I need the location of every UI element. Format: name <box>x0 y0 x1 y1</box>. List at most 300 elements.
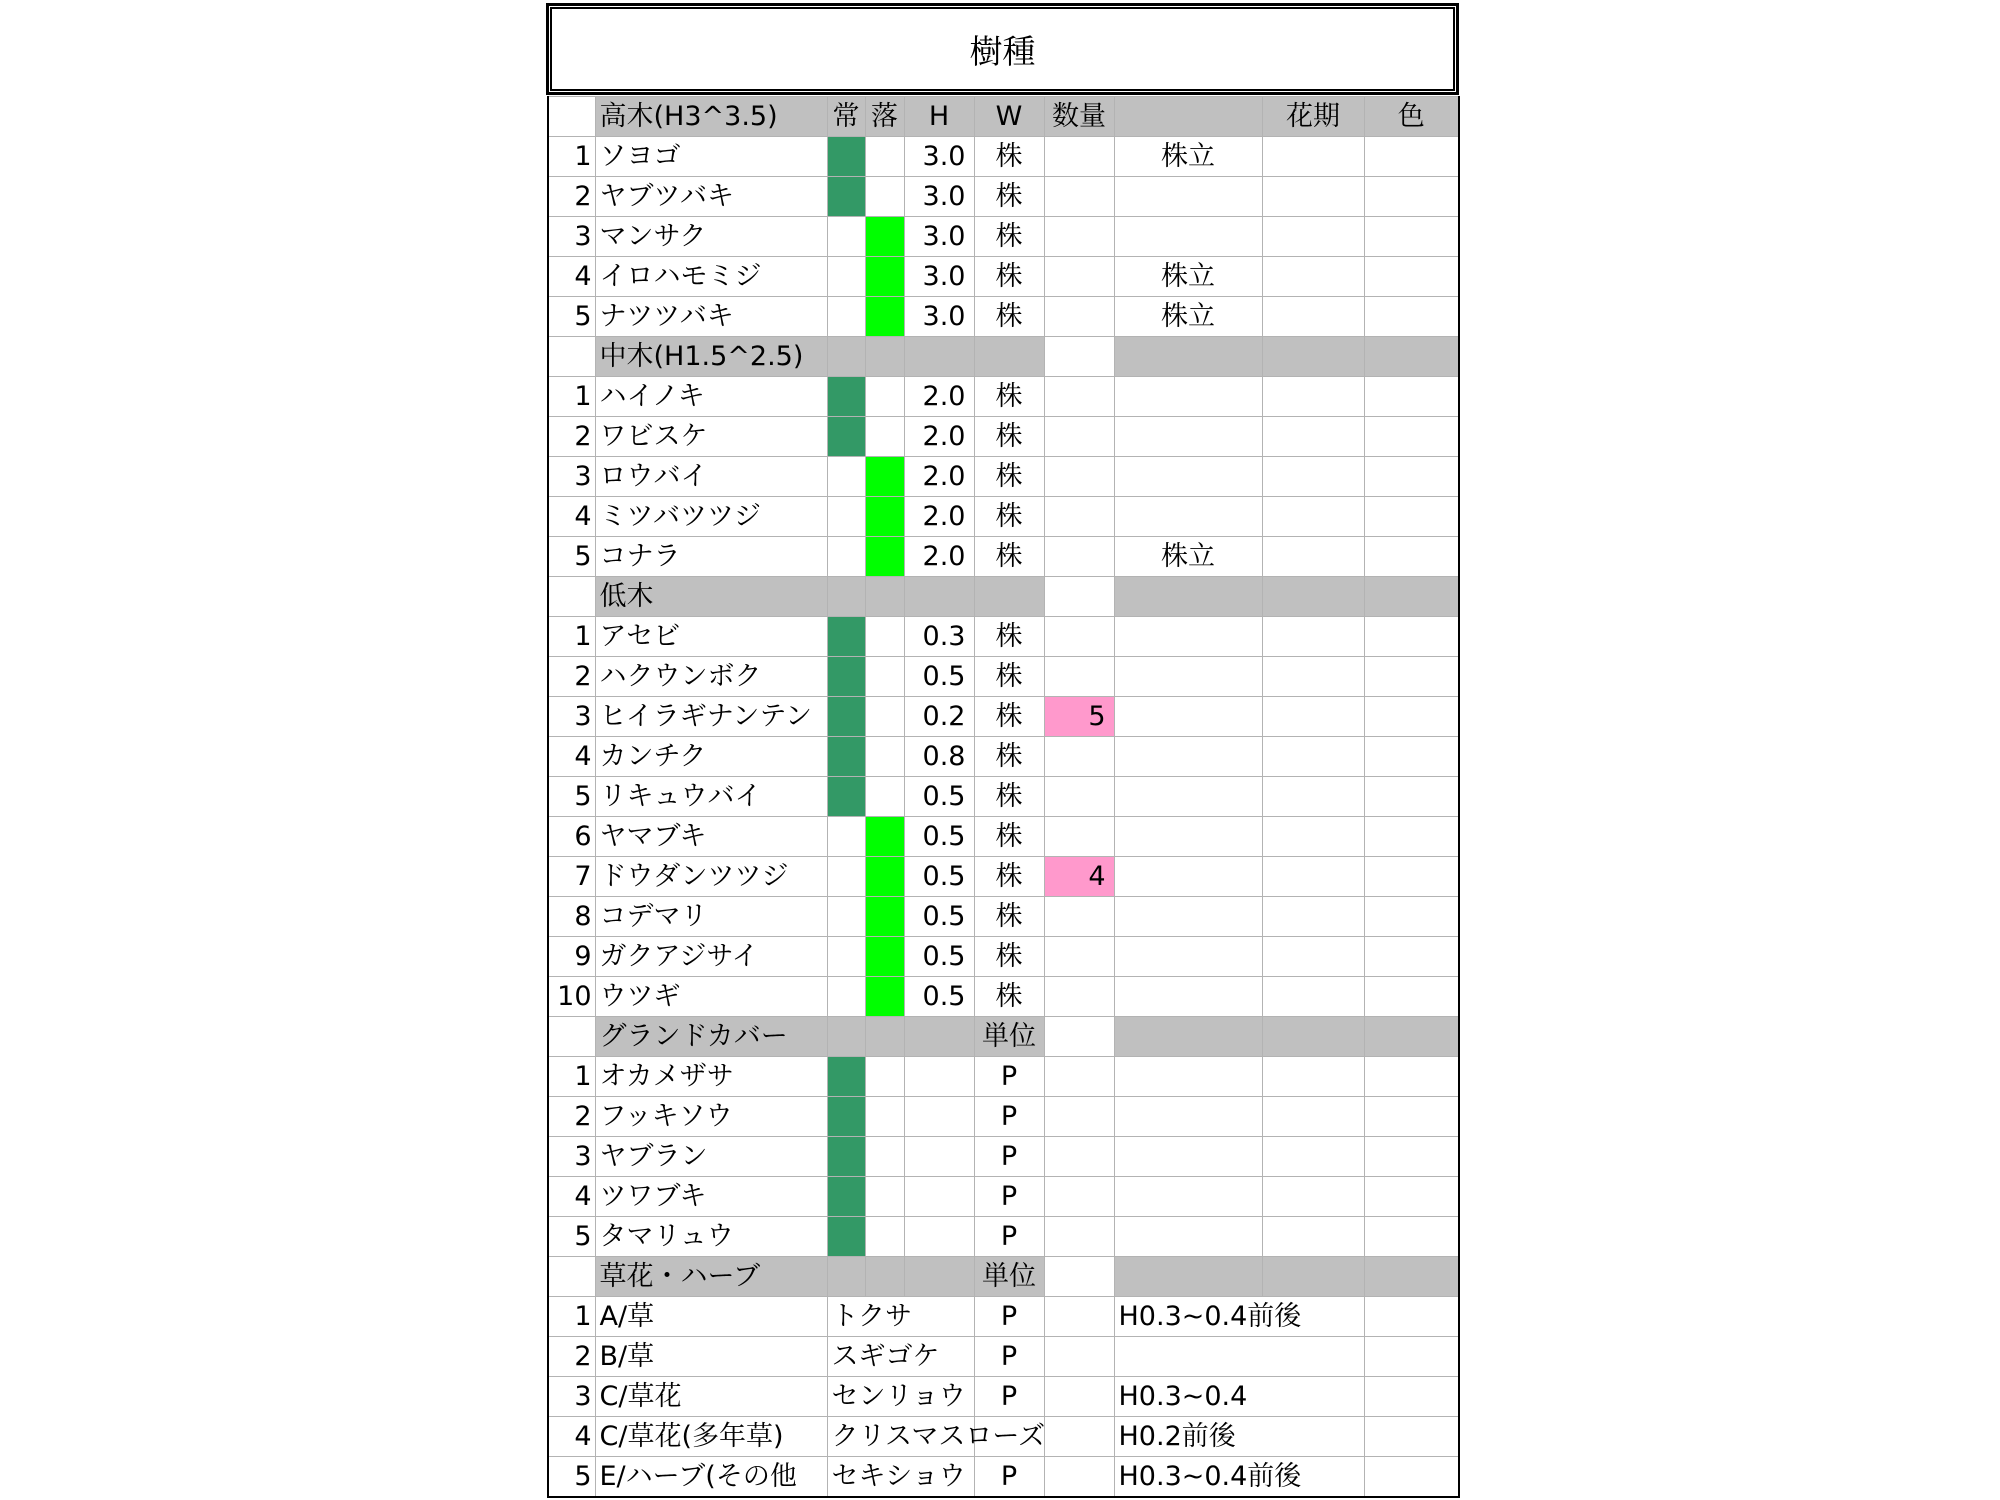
table-row <box>548 537 1459 577</box>
evergreen-marker <box>827 257 865 297</box>
color-cell <box>1364 617 1459 657</box>
bloom-cell <box>1262 617 1364 657</box>
species-name: ツワブキ <box>595 1177 827 1217</box>
color-cell <box>1364 737 1459 777</box>
table-row <box>548 737 1459 777</box>
table-row <box>548 1337 1459 1377</box>
bloom-cell <box>1262 897 1364 937</box>
herb-name: クリスマスローズ <box>827 1417 974 1457</box>
header-bloom: 花期 <box>1262 97 1364 137</box>
quantity-value <box>1044 977 1114 1017</box>
species-name: ミツバツツジ <box>595 497 827 537</box>
width-unit: 株 <box>974 777 1044 817</box>
evergreen-marker <box>827 417 865 457</box>
deciduous-marker <box>865 1097 904 1137</box>
note-value <box>1114 1137 1262 1177</box>
table-row <box>548 297 1459 337</box>
header-quantity: 数量 <box>1044 97 1114 137</box>
section-cell <box>1364 577 1459 617</box>
quantity-value <box>1044 777 1114 817</box>
quantity-value <box>1044 1177 1114 1217</box>
evergreen-marker <box>827 297 865 337</box>
quantity-value <box>1044 1137 1114 1177</box>
deciduous-marker <box>865 297 904 337</box>
width-unit: 株 <box>974 857 1044 897</box>
row-number: 3 <box>548 1137 595 1177</box>
evergreen-marker <box>827 1137 865 1177</box>
species-name: ヤブラン <box>595 1137 827 1177</box>
quantity-value: 4 <box>1044 857 1114 897</box>
evergreen-marker <box>827 1057 865 1097</box>
height-value: 2.0 <box>904 377 974 417</box>
deciduous-marker <box>865 657 904 697</box>
evergreen-marker <box>827 697 865 737</box>
bloom-cell <box>1262 297 1364 337</box>
species-name: ヤブツバキ <box>595 177 827 217</box>
quantity-value <box>1044 1217 1114 1257</box>
note-value: H0.3~0.4 <box>1114 1377 1364 1417</box>
color-cell <box>1364 1137 1459 1177</box>
deciduous-marker <box>865 697 904 737</box>
table-row <box>548 1217 1459 1257</box>
height-value: 2.0 <box>904 417 974 457</box>
table-row <box>548 697 1459 737</box>
evergreen-marker <box>827 857 865 897</box>
width-unit: 株 <box>974 937 1044 977</box>
row-number: 3 <box>548 457 595 497</box>
quantity-value <box>1044 657 1114 697</box>
row-number: 3 <box>548 1377 595 1417</box>
width-unit: P <box>974 1177 1044 1217</box>
section-row-ground <box>548 1017 1459 1057</box>
section-no-cell <box>548 1017 595 1057</box>
evergreen-marker <box>827 1097 865 1137</box>
color-cell <box>1364 1177 1459 1217</box>
herb-category: B/草 <box>595 1337 827 1377</box>
row-number: 2 <box>548 1097 595 1137</box>
quantity-value <box>1044 217 1114 257</box>
herb-name: セキショウ <box>827 1457 974 1498</box>
deciduous-marker <box>865 1177 904 1217</box>
note-value <box>1114 217 1262 257</box>
quantity-value <box>1044 737 1114 777</box>
quantity-value <box>1044 937 1114 977</box>
species-name: ワビスケ <box>595 417 827 457</box>
section-unit-label: 単位 <box>974 1257 1044 1297</box>
row-number: 6 <box>548 817 595 857</box>
row-number: 5 <box>548 1217 595 1257</box>
species-name: ソヨゴ <box>595 137 827 177</box>
section-cell <box>1114 337 1262 377</box>
herb-category: C/草花(多年草) <box>595 1417 827 1457</box>
species-name: オカメザサ <box>595 1057 827 1097</box>
deciduous-marker <box>865 1057 904 1097</box>
table-row <box>548 657 1459 697</box>
bloom-cell <box>1262 1217 1364 1257</box>
height-value: 0.5 <box>904 817 974 857</box>
species-name: ハイノキ <box>595 377 827 417</box>
height-value: 3.0 <box>904 257 974 297</box>
section-label-tall: 高木(H3^3.5) <box>595 97 827 137</box>
quantity-value <box>1044 897 1114 937</box>
note-value: H0.2前後 <box>1114 1417 1364 1457</box>
quantity-value: 5 <box>1044 697 1114 737</box>
color-cell <box>1364 977 1459 1017</box>
row-number: 8 <box>548 897 595 937</box>
section-cell <box>1114 1017 1262 1057</box>
bloom-cell <box>1262 377 1364 417</box>
table-row <box>548 257 1459 297</box>
note-value <box>1114 1217 1262 1257</box>
bloom-cell <box>1262 657 1364 697</box>
row-number: 4 <box>548 257 595 297</box>
width-unit: 株 <box>974 977 1044 1017</box>
bloom-cell <box>1262 737 1364 777</box>
table-row <box>548 457 1459 497</box>
deciduous-marker <box>865 977 904 1017</box>
note-value <box>1114 1337 1364 1377</box>
row-number: 2 <box>548 417 595 457</box>
deciduous-marker <box>865 937 904 977</box>
note-value <box>1114 857 1262 897</box>
table-row <box>548 217 1459 257</box>
note-value <box>1114 617 1262 657</box>
width-unit: 株 <box>974 737 1044 777</box>
note-value: 株立 <box>1114 137 1262 177</box>
quantity-value <box>1044 417 1114 457</box>
bloom-cell <box>1262 457 1364 497</box>
deciduous-marker <box>865 737 904 777</box>
sheet-title: 樹種 <box>969 31 1036 71</box>
note-value: 株立 <box>1114 257 1262 297</box>
deciduous-marker <box>865 417 904 457</box>
color-cell <box>1364 897 1459 937</box>
species-name: ウツギ <box>595 977 827 1017</box>
color-cell <box>1364 1457 1459 1498</box>
section-cell <box>1262 337 1364 377</box>
evergreen-marker <box>827 1217 865 1257</box>
color-cell <box>1364 937 1459 977</box>
color-cell <box>1364 1337 1459 1377</box>
bloom-cell <box>1262 177 1364 217</box>
section-cell <box>1364 337 1459 377</box>
deciduous-marker <box>865 257 904 297</box>
evergreen-marker <box>827 777 865 817</box>
deciduous-marker <box>865 857 904 897</box>
bloom-cell <box>1262 817 1364 857</box>
note-value <box>1114 737 1262 777</box>
table-row <box>548 777 1459 817</box>
quantity-value <box>1044 177 1114 217</box>
section-cell <box>904 1257 974 1297</box>
height-value: 2.0 <box>904 497 974 537</box>
table-row <box>548 617 1459 657</box>
species-name: ナツツバキ <box>595 297 827 337</box>
width-unit: 株 <box>974 657 1044 697</box>
row-number: 2 <box>548 1337 595 1377</box>
evergreen-marker <box>827 617 865 657</box>
herb-name: トクサ <box>827 1297 974 1337</box>
row-number: 5 <box>548 537 595 577</box>
color-cell <box>1364 137 1459 177</box>
table-row <box>548 497 1459 537</box>
note-value <box>1114 777 1262 817</box>
row-number: 4 <box>548 1177 595 1217</box>
header-note <box>1114 97 1262 137</box>
color-cell <box>1364 177 1459 217</box>
height-value: 0.8 <box>904 737 974 777</box>
quantity-value <box>1044 617 1114 657</box>
evergreen-marker <box>827 657 865 697</box>
deciduous-marker <box>865 457 904 497</box>
width-unit: P <box>974 1057 1044 1097</box>
deciduous-marker <box>865 177 904 217</box>
evergreen-marker <box>827 177 865 217</box>
row-number: 4 <box>548 737 595 777</box>
evergreen-marker <box>827 977 865 1017</box>
deciduous-marker <box>865 777 904 817</box>
table-row <box>548 857 1459 897</box>
header-width: W <box>974 97 1044 137</box>
quantity-value <box>1044 1457 1114 1498</box>
section-cell <box>827 1017 865 1057</box>
quantity-value <box>1044 297 1114 337</box>
table-row <box>548 377 1459 417</box>
herb-category: C/草花 <box>595 1377 827 1417</box>
evergreen-marker <box>827 897 865 937</box>
width-unit: 株 <box>974 217 1044 257</box>
section-cell <box>827 337 865 377</box>
evergreen-marker <box>827 737 865 777</box>
sheet-title-box <box>547 4 1458 94</box>
note-value <box>1114 417 1262 457</box>
width-unit: 株 <box>974 457 1044 497</box>
section-cell <box>1364 1017 1459 1057</box>
herb-name: スギゴケ <box>827 1337 974 1377</box>
row-number: 3 <box>548 217 595 257</box>
section-cell <box>865 1017 904 1057</box>
bloom-cell <box>1262 1137 1364 1177</box>
section-unit-label: 単位 <box>974 1017 1044 1057</box>
row-number: 5 <box>548 297 595 337</box>
herb-name: センリョウ <box>827 1377 974 1417</box>
height-value: 3.0 <box>904 217 974 257</box>
width-unit: P <box>974 1457 1044 1498</box>
section-cell <box>1364 1257 1459 1297</box>
species-name: リキュウバイ <box>595 777 827 817</box>
height-value: 0.5 <box>904 977 974 1017</box>
table-row <box>548 1417 1459 1457</box>
evergreen-marker <box>827 537 865 577</box>
height-value <box>904 1057 974 1097</box>
bloom-cell <box>1262 1097 1364 1137</box>
herb-category: A/草 <box>595 1297 827 1337</box>
width-unit: 株 <box>974 617 1044 657</box>
deciduous-marker <box>865 1217 904 1257</box>
color-cell <box>1364 377 1459 417</box>
species-name: アセビ <box>595 617 827 657</box>
note-value <box>1114 1057 1262 1097</box>
section-row-herb <box>548 1257 1459 1297</box>
height-value: 2.0 <box>904 537 974 577</box>
species-name: ハクウンボク <box>595 657 827 697</box>
width-unit: 株 <box>974 817 1044 857</box>
bloom-cell <box>1262 777 1364 817</box>
color-cell <box>1364 817 1459 857</box>
section-cell <box>827 577 865 617</box>
height-value: 0.5 <box>904 657 974 697</box>
species-name: ガクアジサイ <box>595 937 827 977</box>
quantity-value <box>1044 1417 1114 1457</box>
color-cell <box>1364 297 1459 337</box>
section-no-cell <box>548 577 595 617</box>
row-number: 4 <box>548 497 595 537</box>
section-label: 草花・ハーブ <box>595 1257 827 1297</box>
height-value: 0.2 <box>904 697 974 737</box>
bloom-cell <box>1262 697 1364 737</box>
height-value: 0.5 <box>904 937 974 977</box>
header-height: H <box>904 97 974 137</box>
section-cell <box>1262 1017 1364 1057</box>
color-cell <box>1364 257 1459 297</box>
height-value: 2.0 <box>904 457 974 497</box>
bloom-cell <box>1262 1177 1364 1217</box>
table-row <box>548 1457 1459 1498</box>
table-row <box>548 977 1459 1017</box>
bloom-cell <box>1262 497 1364 537</box>
height-value: 0.5 <box>904 897 974 937</box>
section-qty-cell <box>1044 1017 1114 1057</box>
deciduous-marker <box>865 1137 904 1177</box>
color-cell <box>1364 697 1459 737</box>
section-qty-cell <box>1044 577 1114 617</box>
row-number: 1 <box>548 1297 595 1337</box>
species-name: ヒイラギナンテン <box>595 697 827 737</box>
deciduous-marker <box>865 817 904 857</box>
evergreen-marker <box>827 817 865 857</box>
table-row <box>548 417 1459 457</box>
width-unit: 株 <box>974 417 1044 457</box>
deciduous-marker <box>865 377 904 417</box>
note-value <box>1114 697 1262 737</box>
height-value: 0.5 <box>904 857 974 897</box>
bloom-cell <box>1262 937 1364 977</box>
note-value <box>1114 977 1262 1017</box>
deciduous-marker <box>865 897 904 937</box>
row-number: 1 <box>548 377 595 417</box>
width-unit: P <box>974 1377 1044 1417</box>
header-deciduous: 落 <box>865 97 904 137</box>
bloom-cell <box>1262 257 1364 297</box>
color-cell <box>1364 1217 1459 1257</box>
evergreen-marker <box>827 937 865 977</box>
species-name: ヤマブキ <box>595 817 827 857</box>
evergreen-marker <box>827 1177 865 1217</box>
section-cell <box>827 1257 865 1297</box>
width-unit: 株 <box>974 497 1044 537</box>
height-value <box>904 1217 974 1257</box>
color-cell <box>1364 777 1459 817</box>
row-number: 4 <box>548 1417 595 1457</box>
table-row <box>548 1377 1459 1417</box>
row-number: 3 <box>548 697 595 737</box>
color-cell <box>1364 497 1459 537</box>
evergreen-marker <box>827 497 865 537</box>
width-unit: P <box>974 1217 1044 1257</box>
note-value <box>1114 177 1262 217</box>
width-unit: 株 <box>974 377 1044 417</box>
width-unit: 株 <box>974 537 1044 577</box>
deciduous-marker <box>865 617 904 657</box>
section-cell <box>865 577 904 617</box>
section-label: グランドカバー <box>595 1017 827 1057</box>
section-cell <box>1262 577 1364 617</box>
section-cell <box>865 337 904 377</box>
height-value <box>904 1177 974 1217</box>
bloom-cell <box>1262 137 1364 177</box>
note-value <box>1114 897 1262 937</box>
bloom-cell <box>1262 1057 1364 1097</box>
table-row <box>548 137 1459 177</box>
section-no-cell <box>548 337 595 377</box>
deciduous-marker <box>865 537 904 577</box>
deciduous-marker <box>865 217 904 257</box>
table-row <box>548 177 1459 217</box>
quantity-value <box>1044 497 1114 537</box>
table-row <box>548 817 1459 857</box>
section-qty-cell <box>1044 1257 1114 1297</box>
row-number: 5 <box>548 777 595 817</box>
row-number: 10 <box>548 977 595 1017</box>
deciduous-marker <box>865 137 904 177</box>
bloom-cell <box>1262 857 1364 897</box>
height-value: 3.0 <box>904 297 974 337</box>
section-unit-label <box>974 337 1044 377</box>
width-unit: P <box>974 1297 1044 1337</box>
species-name: タマリュウ <box>595 1217 827 1257</box>
section-cell <box>865 1257 904 1297</box>
table-row <box>548 1097 1459 1137</box>
note-value <box>1114 1097 1262 1137</box>
quantity-value <box>1044 1297 1114 1337</box>
quantity-value <box>1044 1097 1114 1137</box>
section-row-low <box>548 577 1459 617</box>
width-unit: P <box>974 1097 1044 1137</box>
row-number: 1 <box>548 1057 595 1097</box>
color-cell <box>1364 857 1459 897</box>
note-value <box>1114 457 1262 497</box>
section-cell <box>904 1017 974 1057</box>
bloom-cell <box>1262 417 1364 457</box>
height-value: 0.3 <box>904 617 974 657</box>
evergreen-marker <box>827 137 865 177</box>
evergreen-marker <box>827 457 865 497</box>
herb-category: E/ハーブ(その他 <box>595 1457 827 1498</box>
note-value <box>1114 817 1262 857</box>
row-number: 1 <box>548 137 595 177</box>
note-value <box>1114 497 1262 537</box>
color-cell <box>1364 1097 1459 1137</box>
color-cell <box>1364 217 1459 257</box>
note-value: H0.3~0.4前後 <box>1114 1457 1364 1498</box>
color-cell <box>1364 1297 1459 1337</box>
quantity-value <box>1044 817 1114 857</box>
table-row <box>548 1057 1459 1097</box>
quantity-value <box>1044 1337 1114 1377</box>
section-label: 低木 <box>595 577 827 617</box>
evergreen-marker <box>827 377 865 417</box>
section-label: 中木(H1.5^2.5) <box>595 337 827 377</box>
